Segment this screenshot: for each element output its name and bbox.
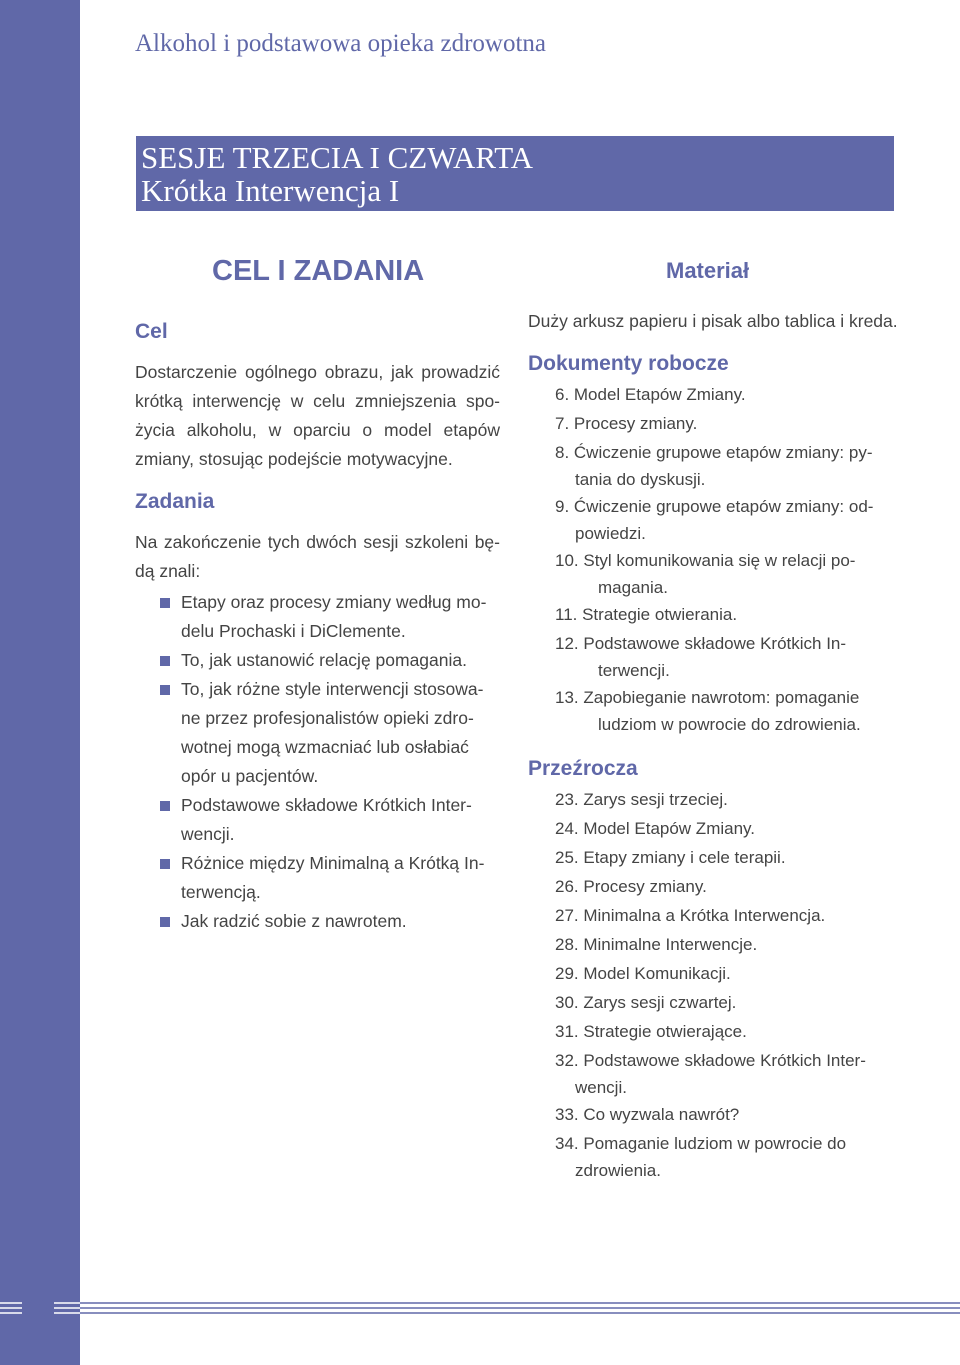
numbered-item-line1: 31. Strategie otwierające.: [555, 1022, 747, 1041]
numbered-item: [555, 1046, 895, 1100]
cel-paragraph: [135, 358, 500, 474]
numbered-item-line1: 8. Ćwiczenie grupowe etapów zmiany: py-: [555, 443, 873, 462]
numbered-item-line1: 10. Styl komunikowania się w relacji po-: [555, 551, 856, 570]
numbered-item-line1: 32. Podstawowe składowe Krótkich Inter-: [555, 1051, 866, 1070]
dokumenty-list: [555, 380, 895, 737]
numbered-item: [555, 930, 895, 959]
numbered-item-line1: 9. Ćwiczenie grupowe etapów zmiany: od-: [555, 497, 874, 516]
zadania-intro-line: dą znali:: [135, 561, 201, 581]
bullet-item: Podstawowe składowe Krótkich Inter-wencji.: [160, 791, 500, 849]
numbered-item: [555, 438, 895, 492]
numbered-item: [555, 901, 895, 930]
banner-title-line1: SESJE TRZECIA I CZWARTA: [141, 140, 534, 175]
cel-line: krótką interwencję w celu zmniejszenia spo-: [135, 391, 500, 411]
numbered-item-line1: 11. Strategie otwierania.: [555, 605, 738, 624]
cel-line: życia alkoholu, w oparciu o model etapów: [135, 420, 500, 440]
numbered-item: [555, 988, 895, 1017]
square-bullet-icon: [160, 859, 170, 869]
numbered-item-line2: powiedzi.: [575, 524, 646, 543]
square-bullet-icon: [160, 656, 170, 666]
square-bullet-icon: [160, 917, 170, 927]
numbered-item-line1: 34. Pomaganie ludziom w powrocie do: [555, 1134, 847, 1153]
goals-title: CEL I ZADANIA: [212, 255, 425, 287]
zadania-intro-line: Na zakończenie tych dwóch sesji szkoleni bę-: [135, 532, 500, 552]
numbered-item-line1: 24. Model Etapów Zmiany.: [555, 819, 755, 838]
numbered-item: [555, 546, 895, 600]
numbered-item: [555, 683, 895, 737]
numbered-item: [555, 814, 895, 843]
numbered-item: [555, 1129, 895, 1183]
bullet-item: Różnice między Minimalną a Krótką In-terwencją.: [160, 849, 500, 907]
numbered-item: [555, 409, 895, 438]
numbered-item-line1: 7. Procesy zmiany.: [555, 414, 698, 433]
session-banner: [136, 136, 894, 211]
numbered-item-line1: 33. Co wyzwala nawrót?: [555, 1105, 740, 1124]
numbered-item-line2: ludziom w powrocie do zdrowienia.: [598, 715, 861, 734]
footer-rules: [0, 1300, 960, 1320]
numbered-item-line1: 13. Zapobieganie nawrotom: pomaganie: [555, 688, 860, 707]
cel-heading: Cel: [135, 320, 168, 343]
numbered-item-line1: 12. Podstawowe składowe Krótkich In-: [555, 634, 847, 653]
numbered-item: [555, 1017, 895, 1046]
cel-line: zmiany, stosując podejście motywacyjne.: [135, 449, 453, 469]
numbered-item: [555, 872, 895, 901]
zadania-bullet-list: [160, 588, 500, 936]
numbered-item: [555, 785, 895, 814]
numbered-item-line1: 27. Minimalna a Krótka Interwencja.: [555, 906, 826, 925]
numbered-item-line1: 30. Zarys sesji czwartej.: [555, 993, 737, 1012]
numbered-item-line2: magania.: [598, 578, 668, 597]
page-number: 16: [22, 1296, 54, 1323]
material-title: Materiał: [666, 258, 750, 283]
bullet-item: To, jak ustanowić relację pomagania.: [160, 646, 500, 675]
bullet-item: To, jak różne style interwencji stosowa-ne przez profesjonalistów opieki zdro-wotnej mogą wzmacniać lub osłabiać opór u pacjentów.: [160, 675, 500, 791]
material-text: Duży arkusz papieru i pisak albo tablica i kreda.: [528, 311, 898, 331]
zadania-intro: [135, 528, 500, 586]
numbered-item-line2: terwencji.: [598, 661, 670, 680]
square-bullet-icon: [160, 685, 170, 695]
numbered-item-line1: 25. Etapy zmiany i cele terapii.: [555, 848, 786, 867]
numbered-item-line1: 23. Zarys sesji trzeciej.: [555, 790, 728, 809]
square-bullet-icon: [160, 801, 170, 811]
numbered-item-line1: 6. Model Etapów Zmiany.: [555, 385, 746, 404]
numbered-item: [555, 600, 895, 629]
bullet-item: Etapy oraz procesy zmiany według mo-delu Prochaski i DiClemente.: [160, 588, 500, 646]
zadania-heading: Zadania: [135, 490, 215, 513]
numbered-item: [555, 1100, 895, 1129]
numbered-item-line2: tania do dyskusji.: [575, 470, 706, 489]
numbered-item-line2: zdrowienia.: [575, 1161, 661, 1180]
numbered-item-line2: wencji.: [575, 1078, 627, 1097]
numbered-item: [555, 843, 895, 872]
przezrocza-heading: Przeźrocza: [528, 757, 638, 780]
numbered-item: [555, 629, 895, 683]
running-header-title: Alkohol i podstawowa opieka zdrowotna: [135, 30, 547, 57]
numbered-item-line1: 26. Procesy zmiany.: [555, 877, 707, 896]
dokumenty-heading: Dokumenty robocze: [528, 352, 729, 375]
cel-line: Dostarczenie ogólnego obrazu, jak prowadzić: [135, 362, 500, 382]
numbered-item-line1: 29. Model Komunikacji.: [555, 964, 731, 983]
bullet-item: Jak radzić sobie z nawrotem.: [160, 907, 500, 936]
numbered-item: [555, 492, 895, 546]
left-sidebar-band: [0, 0, 80, 1365]
banner-title-line2: Krótka Interwencja I: [141, 173, 400, 208]
numbered-item-line1: 28. Minimalne Interwencje.: [555, 935, 758, 954]
numbered-item: [555, 380, 895, 409]
numbered-item: [555, 959, 895, 988]
przezrocza-list: [555, 785, 895, 1183]
square-bullet-icon: [160, 598, 170, 608]
